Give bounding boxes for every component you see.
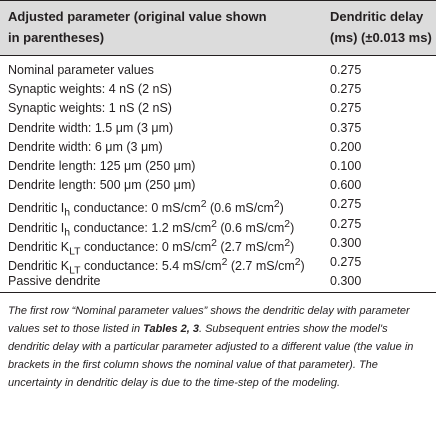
table-footnote	[8, 302, 432, 392]
column-header-parameter-line1: Adjusted parameter (original value shown	[8, 9, 267, 24]
table-row	[0, 215, 436, 239]
cell-delay: 0.300	[330, 235, 362, 250]
table-row	[0, 272, 436, 291]
table-row	[0, 138, 436, 157]
table-row	[0, 61, 436, 80]
cell-delay: 0.275	[330, 63, 362, 77]
cell-parameter: Nominal parameter values	[8, 63, 154, 77]
cell-parameter: Dendrite length: 125 μm (250 μm)	[8, 159, 196, 173]
table-row	[0, 176, 436, 195]
cell-delay: 0.200	[330, 139, 362, 154]
cell-delay: 0.300	[330, 274, 362, 289]
cell-parameter: Dendritic $K_{LT}$ conductance: 5.4 $mS/cm^2$ (2.7 $mS/cm^2$)	[8, 257, 305, 277]
footnote-text-2: . Subsequent entries show the model's dendritic delay with a particular parameter adjusted to a different value (the value in brackets in the first column shows the nominal value of that parameter). The uncertainty in dendritic delay is due to the time-step of the modeling.	[8, 323, 414, 389]
cell-parameter: Dendritic $K_{LT}$ conductance: 0 $mS/cm^2$ (2.7 $mS/cm^2$)	[8, 237, 295, 258]
cell-parameter: Dendritic $I_h$ conductance: 0 $mS/cm^2$ (0.6 $mS/cm^2$)	[8, 199, 284, 220]
header-top-rule	[0, 0, 436, 1]
table-row	[0, 119, 436, 138]
column-header-parameter-line2: in parentheses)	[8, 30, 105, 45]
table-row	[0, 195, 436, 220]
cell-delay: 0.275	[330, 216, 362, 231]
cell-delay: 0.600	[330, 178, 362, 193]
cell-delay: 0.275	[330, 197, 362, 212]
cell-parameter: Dendrite length: 500 μm (250 μm)	[8, 178, 196, 193]
table-row	[0, 99, 436, 118]
table-row	[0, 234, 436, 258]
column-header-parameter	[8, 6, 308, 48]
table-bottom-rule	[0, 292, 436, 293]
cell-parameter: Dendrite width: 6 μm (3 μm)	[8, 139, 163, 154]
cell-parameter: Dendrite width: 1.5 μm (3 μm)	[8, 120, 174, 135]
cell-parameter: Synaptic weights: 4 nS (2 nS)	[8, 82, 172, 97]
cell-delay: 0.275	[330, 255, 362, 269]
cell-delay: 0.100	[330, 159, 362, 173]
table-row	[0, 80, 436, 99]
header-bottom-rule	[0, 55, 436, 56]
footnote-tables-ref[interactable]: Tables 2, 3	[143, 323, 199, 335]
table-row	[0, 253, 436, 277]
cell-parameter: Dendritic $I_h$ conductance: 1.2 $mS/cm^2$ (0.6 $mS/cm^2$)	[8, 218, 295, 239]
cell-parameter: Synaptic weights: 1 nS (2 nS)	[8, 101, 172, 116]
column-header-delay	[330, 6, 434, 48]
cell-parameter: Passive dendrite	[8, 274, 101, 289]
cell-delay: 0.275	[330, 82, 362, 97]
cell-delay: 0.375	[330, 120, 362, 135]
table-row	[0, 157, 436, 176]
cell-delay: 0.275	[330, 101, 362, 116]
column-header-delay-line1: Dendritic delay	[330, 9, 424, 24]
footnote-text-1: The first row “Nominal parameter values” shows the dendritic delay with parameter values set to those listed in	[8, 305, 410, 335]
column-header-delay-line2: (ms) (±0.013 ms)	[330, 30, 432, 45]
